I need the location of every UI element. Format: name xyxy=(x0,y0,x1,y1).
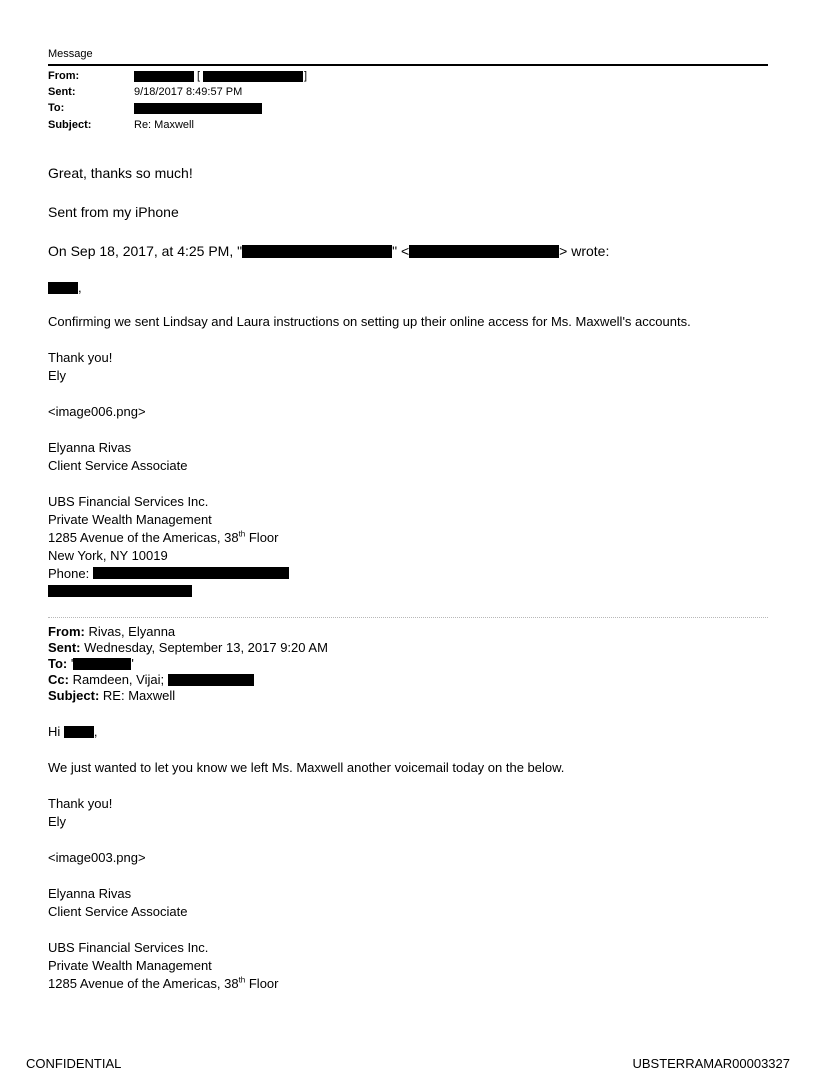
email2-cc xyxy=(48,672,254,687)
quoted-divider xyxy=(48,617,768,618)
email2-subject-label: Subject: xyxy=(48,688,100,703)
email1-sig-division: Private Wealth Management xyxy=(48,512,212,527)
email2-cc-value: Ramdeen, Vijai; xyxy=(68,672,168,687)
email2-cc-label: Cc: xyxy=(48,672,69,687)
email2-thanks: Thank you! xyxy=(48,796,113,811)
email2-sig-address xyxy=(48,976,278,991)
email1-sig-city: New York, NY 10019 xyxy=(48,548,168,563)
address-sup: th xyxy=(238,529,246,539)
email2-to-label: To: xyxy=(48,656,68,671)
to-label: To: xyxy=(48,102,65,114)
email1-phone-label: Phone: xyxy=(48,566,90,581)
email1-thanks: Thank you! xyxy=(48,350,113,365)
email2-sig-name: Elyanna Rivas xyxy=(48,886,132,901)
redaction-quote-name xyxy=(242,245,392,258)
quote-intro xyxy=(48,243,609,259)
footer-confidential: CONFIDENTIAL xyxy=(26,1056,122,1071)
email2-subject xyxy=(48,688,175,703)
email2-body: We just wanted to let you know we left Ms. Maxwell another voicemail today on the below. xyxy=(48,760,565,775)
footer-bates-number: UBSTERRAMAR00003327 xyxy=(632,1056,790,1071)
email1-sig-address xyxy=(48,530,278,545)
email1-sig-name: Elyanna Rivas xyxy=(48,440,132,455)
email1-sign: Ely xyxy=(48,368,67,383)
redaction-email2-greeting xyxy=(64,726,94,738)
email2-address-sup: th xyxy=(238,975,246,985)
email2-address-text: 1285 Avenue of the Americas, 38 xyxy=(48,976,239,991)
message-title: Message xyxy=(48,48,93,60)
email2-subject-value: RE: Maxwell xyxy=(99,688,176,703)
quote-prefix: On Sep 18, 2017, at 4:25 PM, " xyxy=(48,243,243,259)
email2-from-label: From: xyxy=(48,624,85,639)
email1-sig-role: Client Service Associate xyxy=(48,458,188,473)
redaction-phone xyxy=(93,567,289,579)
email2-greeting-comma: , xyxy=(93,724,98,739)
redaction-email2-to xyxy=(73,656,134,671)
email2-from-value: Rivas, Elyanna xyxy=(84,624,176,639)
redaction-greeting-name xyxy=(48,282,78,294)
email2-image-placeholder: <image003.png> xyxy=(48,850,146,865)
email2-greeting-hi: Hi xyxy=(48,724,61,739)
redaction-from-email xyxy=(203,71,303,82)
address-text: 1285 Avenue of the Americas, 38 xyxy=(48,530,239,545)
email2-sent xyxy=(48,640,328,655)
header-divider xyxy=(48,64,768,66)
sent-value: 9/18/2017 8:49:57 PM xyxy=(134,86,243,98)
email2-address-floor: Floor xyxy=(245,976,279,991)
redaction-quote-email xyxy=(409,245,559,258)
greeting-comma: , xyxy=(78,280,82,295)
email2-from xyxy=(48,624,175,639)
email2-sent-label: Sent: xyxy=(48,640,81,655)
reply-line-1: Great, thanks so much! xyxy=(48,165,193,181)
email2-sign: Ely xyxy=(48,814,67,829)
email2-to-value: ' xyxy=(67,656,74,671)
email2-sig-division: Private Wealth Management xyxy=(48,958,212,973)
subject-value: Re: Maxwell xyxy=(134,119,194,131)
redaction-email-line xyxy=(48,585,192,597)
redaction-from-name xyxy=(134,71,194,82)
redaction-to xyxy=(134,103,262,114)
email2-sent-value: Wednesday, September 13, 2017 9:20 AM xyxy=(80,640,328,655)
address-floor: Floor xyxy=(245,530,279,545)
email2-greeting xyxy=(48,724,98,739)
email2-to-close: ' xyxy=(131,656,134,671)
from-label: From: xyxy=(48,70,80,82)
email1-body: Confirming we sent Lindsay and Laura instructions on setting up their online access for Ms. Maxwell's accounts. xyxy=(48,314,691,329)
email2-sig-role: Client Service Associate xyxy=(48,904,188,919)
email2-sig-company: UBS Financial Services Inc. xyxy=(48,940,209,955)
email2-to xyxy=(48,656,134,671)
reply-line-2: Sent from my iPhone xyxy=(48,204,179,220)
email1-sig-company: UBS Financial Services Inc. xyxy=(48,494,209,509)
quote-suffix: > wrote: xyxy=(559,243,610,259)
redaction-email2-cc xyxy=(168,674,254,686)
quote-mid: " < xyxy=(392,243,410,259)
sent-label: Sent: xyxy=(48,86,76,98)
subject-label: Subject: xyxy=(48,119,92,131)
email1-image-placeholder: <image006.png> xyxy=(48,404,146,419)
